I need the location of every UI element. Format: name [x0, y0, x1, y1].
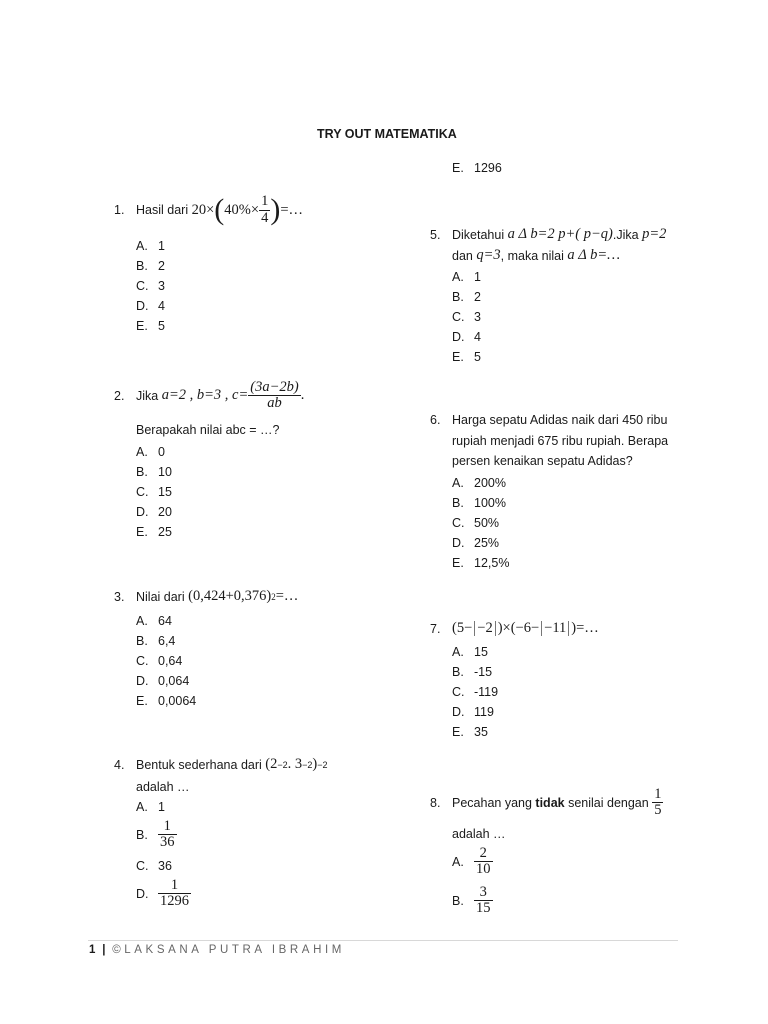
question-6-line2: rupiah menjadi 675 ribu rupiah. Berapa	[452, 434, 669, 448]
question-7: 7. (5− −2 )×(−6− −11 )=…	[430, 620, 599, 636]
question-5	[430, 226, 666, 243]
option-b: B. $\frac{1}{36}$	[136, 818, 175, 851]
math-condition: p=2	[642, 226, 667, 242]
option-c: C. 0,64	[136, 654, 183, 668]
question-number: 7.	[430, 621, 441, 636]
footer-author: ©LAKSANA PUTRA IBRAHIM	[112, 944, 345, 956]
option-e: E. 5	[136, 319, 165, 333]
math-number: 20	[191, 201, 207, 218]
option-fraction: $\frac{1}{1296}$	[160, 877, 189, 910]
question-number: 8.	[430, 795, 441, 810]
math-exponent: −2	[317, 759, 328, 770]
math-paren-close: )	[270, 193, 281, 226]
page-title: TRY OUT MATEMATIKA	[317, 127, 457, 141]
option-d: D. 4	[452, 330, 481, 344]
math-base-b: . 3	[287, 756, 303, 772]
option-b: B. 10	[136, 465, 172, 479]
option-b: B. -15	[452, 665, 493, 679]
option-fraction: $\frac{2}{10}$	[476, 845, 491, 878]
q2-options	[136, 442, 172, 542]
math-tail: =…	[280, 201, 303, 218]
math-tail: =…	[275, 588, 299, 604]
q7-options	[452, 642, 498, 742]
option-b: B. 100%	[452, 496, 506, 510]
footer	[89, 944, 345, 956]
math-dot: .	[300, 387, 305, 404]
option-a: A. 200%	[452, 476, 506, 490]
option-b: B. 2	[136, 259, 165, 273]
question-2-line2: Berapakah nilai abc = …?	[136, 423, 280, 437]
option-fraction: $\frac{1}{36}$	[160, 818, 175, 851]
option-a: A. 0	[136, 445, 165, 459]
option-b: B. 6,4	[136, 634, 176, 648]
q3-options	[136, 611, 196, 711]
question-prefix: Jika	[136, 388, 159, 403]
question-8: 8. Pecahan yang tidak senilai dengan $\frac{1}{5}$	[430, 786, 662, 819]
option-a: A. 1	[452, 270, 481, 284]
question-8-line2: adalah …	[452, 827, 506, 841]
option-a: A. 15	[452, 645, 488, 659]
option-fraction: $\frac{3}{15}$	[476, 884, 491, 917]
option-e: E. 0,0064	[136, 694, 197, 708]
option-d: D. 4	[136, 299, 165, 313]
option-a: A. 1	[136, 800, 165, 814]
option-c: C. 3	[452, 310, 481, 324]
option-e: E. 35	[452, 725, 488, 739]
math-condition: q=3	[476, 247, 501, 263]
question-number: 5.	[430, 227, 441, 242]
question-number: 2.	[114, 388, 125, 403]
question-prefix: Diketahui	[452, 227, 505, 242]
math-times: ×	[206, 201, 215, 218]
math-times: ×	[250, 201, 260, 218]
option-d: D. 0,064	[136, 674, 190, 688]
question-4-line2: adalah …	[136, 780, 190, 794]
q6-options	[452, 473, 509, 573]
math-expression: a Δ b=…	[567, 247, 621, 263]
question-2	[114, 380, 304, 411]
option-d: D. 119	[452, 705, 494, 719]
question-5-line2: dan q=3 , maka nilai a Δ b=…	[452, 247, 621, 263]
math-expression: a Δ b=2 p+( p−q)	[507, 226, 613, 242]
question-number: 1.	[114, 203, 125, 217]
option-c: C. 36	[136, 859, 172, 873]
option-c: C. -119	[452, 685, 499, 699]
question-4	[114, 756, 328, 773]
option-d: D. $\frac{1}{1296}$	[136, 877, 189, 910]
question-prefix: Hasil dari	[136, 203, 189, 217]
abs-bar	[541, 621, 542, 636]
question-1	[114, 193, 303, 227]
option-e: E. 5	[452, 350, 481, 364]
fraction-denominator: 4	[261, 209, 269, 226]
footer-separator: |	[102, 944, 106, 956]
question-line: Harga sepatu Adidas naik dari 450 ribu	[452, 413, 668, 427]
abs-bar	[474, 621, 475, 636]
page-number: 1	[89, 944, 96, 956]
math-fraction	[248, 380, 300, 411]
question-6-line3: persen kenaikan sepatu Adidas?	[452, 454, 633, 468]
fraction-numerator: 1	[261, 193, 269, 210]
option-a: A. $\frac{2}{10}$	[452, 845, 491, 878]
fraction-numerator: (3a−2b)	[250, 379, 299, 395]
option-a: A. 1	[136, 239, 165, 253]
math-exponent: 2	[271, 591, 276, 602]
footer-rule	[88, 940, 678, 941]
math-exponent: −2	[302, 759, 313, 770]
option-b: B. $\frac{3}{15}$	[452, 884, 491, 917]
option-c: C. 3	[136, 279, 165, 293]
q5-options	[452, 267, 481, 367]
option-b: B. 2	[452, 290, 481, 304]
math-base-a: (2	[265, 756, 278, 772]
q1-options	[136, 236, 165, 336]
option-e-continued: E. 1296	[452, 161, 502, 175]
option-d: D. 20	[136, 505, 172, 519]
question-3	[114, 588, 298, 605]
option-c: C. 15	[136, 485, 172, 499]
question-number: 3.	[114, 589, 125, 604]
option-a: A. 64	[136, 614, 172, 628]
question-6	[430, 413, 667, 427]
question-mid: .Jika	[612, 227, 639, 242]
option-d: D. 25%	[452, 536, 500, 550]
question-prefix: Bentuk sederhana dari	[136, 757, 262, 772]
math-exponent: −2	[277, 759, 288, 770]
question-prefix: Nilai dari	[136, 589, 185, 604]
option-e: E. 25	[136, 525, 172, 539]
math-percent: 40%	[224, 201, 251, 218]
math-variables: a=2 , b=3 , c=	[161, 387, 249, 404]
question-number: 4.	[114, 757, 125, 772]
math-close: )	[312, 756, 318, 772]
abs-bar	[495, 621, 496, 636]
option-c: C. 50%	[452, 516, 500, 530]
abs-bar	[568, 621, 569, 636]
fraction-denominator: ab	[267, 395, 282, 412]
option-e: E. 12,5%	[452, 556, 510, 570]
question-number: 6.	[430, 413, 441, 427]
math-expression: (0,424+0,376)	[188, 588, 272, 604]
math-paren-open: (	[214, 193, 225, 226]
math-fraction: $\frac{1}{5}$	[654, 786, 662, 819]
emphasis-word: tidak	[535, 795, 565, 810]
math-fraction	[259, 194, 270, 225]
